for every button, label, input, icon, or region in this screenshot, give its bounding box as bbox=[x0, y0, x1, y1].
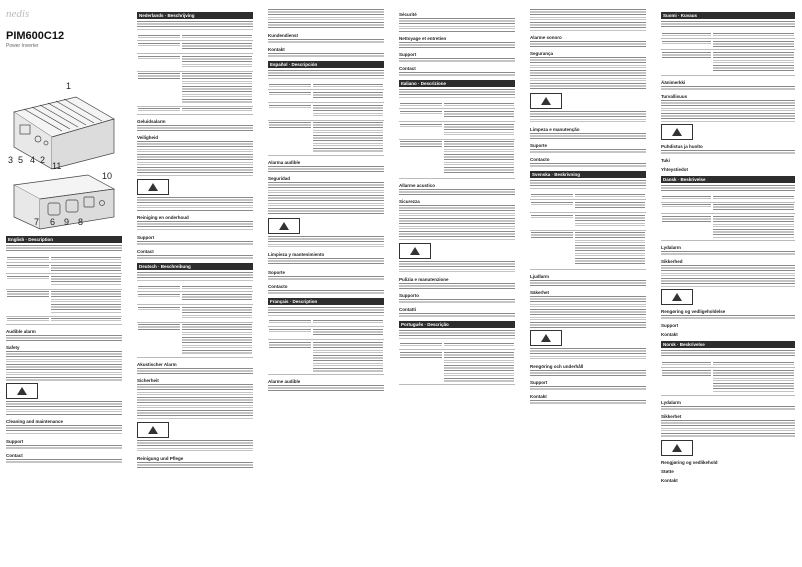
lang-bar-french: Français · Description bbox=[268, 298, 384, 305]
caution-symbol bbox=[661, 289, 693, 305]
caution-symbol bbox=[530, 330, 562, 346]
parts-table-swedish bbox=[530, 192, 646, 270]
section-title: Limpieza y mantenimiento bbox=[268, 251, 325, 257]
callout-9: 9 bbox=[64, 217, 70, 227]
section-title: Support bbox=[530, 379, 548, 385]
section-title: Contact bbox=[6, 452, 23, 458]
section-title: Sikkerhet bbox=[661, 413, 682, 419]
model-title: PIM600C12 bbox=[6, 30, 65, 42]
section-title: Support bbox=[661, 323, 679, 329]
section-title: Säkerhet bbox=[530, 289, 550, 295]
inverter-illustration bbox=[6, 57, 122, 232]
parts-table-dutch bbox=[137, 33, 253, 115]
lang-bar-spanish: Español · Descripción bbox=[268, 61, 384, 68]
callout-8: 8 bbox=[78, 217, 84, 227]
parts-table-english bbox=[6, 255, 122, 325]
section-title: Kontakt bbox=[530, 393, 547, 399]
lang-bar-norwegian: Norsk · Beskrivelse bbox=[661, 341, 795, 348]
section-title: Rengöring och underhåll bbox=[530, 363, 584, 369]
section-title: Support bbox=[6, 438, 24, 444]
section-title: Sécurité bbox=[399, 12, 417, 17]
lang-bar-swedish: Svenska · Beskrivning bbox=[530, 171, 646, 178]
section-title: Yhteystiedot bbox=[661, 166, 689, 172]
section-title: Contact bbox=[137, 248, 154, 254]
section-title: Contacto bbox=[530, 157, 550, 162]
section-title: Rengjøring og vedlikehold bbox=[661, 459, 718, 465]
lang-bar-german: Deutsch · Beschreibung bbox=[137, 263, 253, 270]
section-title: Limpeza e manutenção bbox=[530, 127, 580, 132]
section-title: Sicherheit bbox=[137, 377, 159, 383]
section-title: Sikkerhed bbox=[661, 259, 683, 265]
lang-bar-danish: Dansk · Beskrivelse bbox=[661, 176, 795, 183]
section-title: Audible alarm bbox=[6, 328, 36, 334]
lang-bar-dutch: Nederlands · Beschrijving bbox=[137, 12, 253, 19]
caution-symbol bbox=[137, 179, 169, 195]
section-title: Kundendienst bbox=[268, 33, 298, 38]
section-title: Veiligheid bbox=[137, 134, 159, 140]
section-title: Tuki bbox=[661, 157, 670, 163]
column-finnish bbox=[661, 8, 795, 560]
section-title: Rengøring og vedligeholdelse bbox=[661, 309, 726, 315]
caution-symbol bbox=[268, 218, 300, 234]
callout-1: 1 bbox=[66, 81, 72, 91]
callout-4: 4 bbox=[30, 155, 36, 165]
section-title: Geluidsalarm bbox=[137, 118, 166, 124]
section-title: Soporte bbox=[268, 269, 286, 275]
callout-7: 7 bbox=[34, 217, 40, 227]
section-title: Contacto bbox=[268, 283, 288, 289]
section-title: Akustischer Alarm bbox=[137, 361, 177, 367]
section-title: Suporte bbox=[530, 143, 548, 148]
caution-symbol bbox=[661, 440, 693, 456]
section-title: Sicurezza bbox=[399, 198, 420, 204]
caution-symbol bbox=[137, 422, 169, 438]
parts-table-norwegian bbox=[661, 360, 795, 395]
section-title: Allarme acustico bbox=[399, 182, 436, 188]
column-italian bbox=[399, 8, 515, 560]
section-title: Support bbox=[399, 52, 417, 57]
lang-bar-finnish: Suomi · Kuvaus bbox=[661, 12, 795, 19]
section-title: Lydalarm bbox=[661, 245, 681, 251]
parts-table-spanish bbox=[268, 82, 384, 156]
section-title: Nettoyage et entretien bbox=[399, 36, 447, 41]
section-title: Kontakt bbox=[661, 477, 678, 483]
parts-table-italian bbox=[399, 101, 515, 179]
callout-2: 2 bbox=[40, 155, 46, 165]
parts-table-finnish bbox=[661, 31, 795, 76]
product-drawing bbox=[6, 57, 122, 232]
section-title: Kontakt bbox=[268, 47, 285, 52]
caution-symbol bbox=[530, 93, 562, 109]
caution-symbol bbox=[6, 383, 38, 399]
column-english bbox=[6, 8, 122, 560]
section-title: Supporto bbox=[399, 292, 419, 298]
parts-table-portuguese bbox=[399, 342, 515, 385]
section-title: Support bbox=[137, 234, 155, 240]
section-title: Reinigung und Pflege bbox=[137, 455, 184, 461]
section-title: Cleaning and maintenance bbox=[6, 418, 64, 424]
section-title: Pulizia e manutenzione bbox=[399, 276, 449, 282]
callout-11: 11 bbox=[52, 161, 62, 171]
section-title: Äänimerkki bbox=[661, 79, 686, 85]
section-title: Alarme sonoro bbox=[530, 35, 562, 40]
model-subtitle: Power Inverter bbox=[6, 43, 39, 49]
section-title: Lydalarm bbox=[661, 399, 681, 405]
callout-10: 10 bbox=[102, 171, 113, 181]
caution-symbol bbox=[661, 124, 693, 140]
section-title: Alarme audible bbox=[268, 379, 301, 385]
column-portuguese bbox=[530, 8, 646, 560]
section-title: Puhdistus ja huolto bbox=[661, 143, 703, 149]
callout-3: 3 bbox=[8, 155, 14, 165]
lang-bar-italian: Italiano · Descrizione bbox=[399, 80, 515, 87]
callout-6: 6 bbox=[50, 217, 56, 227]
section-title: Contatti bbox=[399, 306, 416, 312]
column-dutch bbox=[137, 8, 253, 560]
section-title: Segurança bbox=[530, 51, 554, 56]
parts-table-french bbox=[268, 319, 384, 376]
callout-5: 5 bbox=[18, 155, 24, 165]
lang-bar-english: English · Description bbox=[6, 236, 122, 243]
column-spanish bbox=[268, 8, 384, 560]
brand-logo: nedis bbox=[6, 8, 30, 20]
section-title: Seguridad bbox=[268, 175, 291, 181]
section-title: Safety bbox=[6, 344, 20, 350]
parts-table-danish bbox=[661, 195, 795, 242]
section-title: Kontakt bbox=[661, 332, 678, 338]
section-title: Ljudlarm bbox=[530, 273, 550, 279]
caution-symbol bbox=[399, 243, 431, 259]
section-title: Contact bbox=[399, 66, 416, 71]
lang-bar-portuguese: Português · Descrição bbox=[399, 321, 515, 328]
section-title: Støtte bbox=[661, 468, 674, 474]
section-title: Turvallisuus bbox=[661, 93, 688, 99]
section-title: Reiniging en onderhoud bbox=[137, 214, 189, 220]
section-title: Alarma audible bbox=[268, 159, 301, 165]
parts-table-german bbox=[137, 284, 253, 358]
